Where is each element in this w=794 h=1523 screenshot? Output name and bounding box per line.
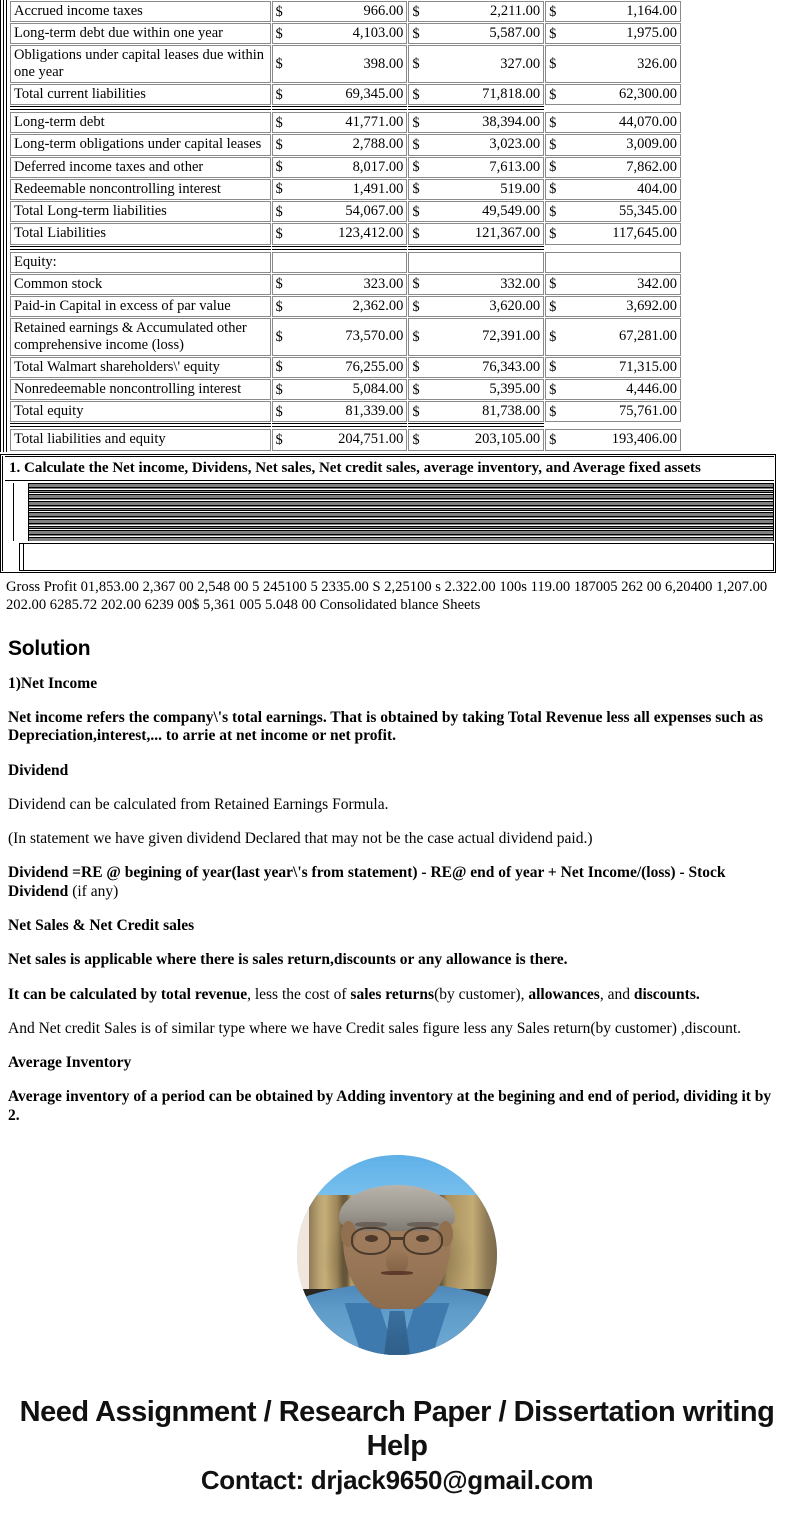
table-row <box>10 401 681 422</box>
row-value-2 <box>408 252 544 273</box>
text-run: (In statement we have given dividend Declared that may not be the case actual dividend paid.) <box>8 830 593 848</box>
raw-figures-run <box>0 573 794 615</box>
row-value-2: $ 71,818.00 <box>408 84 544 105</box>
text-run: allowances <box>528 985 600 1003</box>
raw-figures-line-1: Gross Profit 01,853.00 2,367 00 2,548 00 5 245100 5 2335.00 S 2,25100 s 2.322.00 100s 119.00 187005 262 00 6,20400 <box>6 579 713 596</box>
row-value-1 <box>272 252 408 273</box>
row-label: Redeemable noncontrolling interest <box>10 179 271 200</box>
separator-cell <box>545 423 681 428</box>
currency-symbol: $ <box>412 136 420 153</box>
table-row <box>10 179 681 200</box>
row-value-3: $ 7,862.00 <box>545 157 681 178</box>
row-value-3: $ 326.00 <box>545 45 681 82</box>
paragraph <box>8 986 778 1004</box>
row-value-2: $ 38,394.00 <box>408 112 544 133</box>
row-value-2: $ 519.00 <box>408 179 544 200</box>
row-value-1: $ 204,751.00 <box>272 429 408 450</box>
text-run: Net sales is applicable where there is sales return,discounts or any allowance is there. <box>8 951 568 969</box>
row-value-3 <box>545 252 681 273</box>
currency-symbol: $ <box>275 25 283 42</box>
separator-cell <box>408 246 544 251</box>
row-label: Total equity <box>10 401 271 422</box>
row-value-2: $ 3,620.00 <box>408 296 544 317</box>
trailing-empty-row <box>19 543 774 571</box>
currency-symbol: $ <box>549 25 557 42</box>
row-value-1: $ 2,362.00 <box>272 296 408 317</box>
currency-symbol: $ <box>549 298 557 315</box>
separator-cell <box>272 106 408 111</box>
currency-symbol: $ <box>275 181 283 198</box>
table-row <box>10 318 681 355</box>
row-value-1: $ 76,255.00 <box>272 357 408 378</box>
balance-sheet-body <box>10 1 681 451</box>
row-label: Long-term debt <box>10 112 271 133</box>
row-label: Deferred income taxes and other <box>10 157 271 178</box>
question-block <box>0 454 776 574</box>
row-value-1: $ 5,084.00 <box>272 379 408 400</box>
currency-symbol: $ <box>549 359 557 376</box>
separator-cell <box>10 423 271 428</box>
currency-symbol: $ <box>549 431 557 448</box>
paragraph <box>8 709 778 746</box>
separator-cell <box>545 246 681 251</box>
trailing-empty-row-inner <box>23 544 773 570</box>
table-row <box>10 84 681 105</box>
separator-cell <box>272 423 408 428</box>
currency-symbol: $ <box>549 114 557 131</box>
solution-body <box>0 637 794 1125</box>
row-label: Total liabilities and equity <box>10 429 271 450</box>
currency-symbol: $ <box>412 86 420 103</box>
section-heading-net-sales: Net Sales & Net Credit sales <box>8 917 195 935</box>
currency-symbol: $ <box>275 86 283 103</box>
currency-symbol: $ <box>549 159 557 176</box>
balance-sheet-frame-inner-2 <box>6 0 684 452</box>
row-value-2: $ 3,023.00 <box>408 134 544 155</box>
text-run: , less the cost of <box>247 985 351 1003</box>
row-value-1: $ 69,345.00 <box>272 84 408 105</box>
row-value-3: $ 342.00 <box>545 274 681 295</box>
table-row <box>10 274 681 295</box>
question-block-inner <box>2 456 774 572</box>
separator-cell <box>272 246 408 251</box>
paragraph <box>8 1020 778 1038</box>
row-value-1: $ 2,788.00 <box>272 134 408 155</box>
raw-figures-line-2: 1,207.00 202.00 6285.72 202.00 6239 00$ 5,361 005 5.048 00 Consolidated blance Sheets <box>6 579 768 613</box>
solution-sections <box>8 675 778 1125</box>
row-value-1: $ 54,067.00 <box>272 201 408 222</box>
currency-symbol: $ <box>412 298 420 315</box>
avatar-eyeglasses-right-lens <box>403 1227 443 1255</box>
row-label: Paid-in Capital in excess of par value <box>10 296 271 317</box>
currency-symbol: $ <box>412 56 420 73</box>
row-label: Nonredeemable noncontrolling interest <box>10 379 271 400</box>
row-label: Long-term obligations under capital leases <box>10 134 271 155</box>
row-value-2: $ 121,367.00 <box>408 223 544 244</box>
currency-symbol: $ <box>412 431 420 448</box>
row-value-1: $ 8,017.00 <box>272 157 408 178</box>
currency-symbol: $ <box>412 225 420 242</box>
separator-cell <box>545 106 681 111</box>
row-value-1: $ 398.00 <box>272 45 408 82</box>
table-row <box>10 252 681 273</box>
question-text: 1. Calculate the Net income, Dividens, Net sales, Net credit sales, average inventory, and Average fixed assets <box>5 456 774 482</box>
currency-symbol: $ <box>412 359 420 376</box>
row-value-2: $ 81,738.00 <box>408 401 544 422</box>
currency-symbol: $ <box>412 403 420 420</box>
row-value-2: $ 203,105.00 <box>408 429 544 450</box>
section-separator <box>10 423 681 428</box>
row-label: Total Long-term liabilities <box>10 201 271 222</box>
text-run: Dividend can be calculated from Retained Earnings Formula. <box>8 795 389 813</box>
currency-symbol: $ <box>275 3 283 20</box>
collapsed-empty-rows <box>28 483 774 541</box>
row-value-3: $ 62,300.00 <box>545 84 681 105</box>
currency-symbol: $ <box>412 114 420 131</box>
currency-symbol: $ <box>412 328 420 345</box>
table-row <box>10 379 681 400</box>
text-run: Net income refers the company\'s total earnings. That is obtained by taking Total Revenue less all expenses such as Depreciation,interest,... to arrie at net income or net profit. <box>8 709 764 745</box>
currency-symbol: $ <box>275 403 283 420</box>
row-value-1: $ 81,339.00 <box>272 401 408 422</box>
promo-footer-line-1: Need Assignment / Research Paper / Dissertation writing Help <box>19 1396 775 1462</box>
currency-symbol: $ <box>275 381 283 398</box>
section-separator <box>10 106 681 111</box>
row-value-3: $ 1,164.00 <box>545 1 681 22</box>
currency-symbol: $ <box>275 276 283 293</box>
row-label: Total Walmart shareholders\' equity <box>10 357 271 378</box>
text-run: (if any) <box>72 882 119 900</box>
row-value-2: $ 5,587.00 <box>408 23 544 44</box>
currency-symbol: $ <box>549 3 557 20</box>
table-row <box>10 134 681 155</box>
paragraph <box>8 830 778 848</box>
row-label: Accrued income taxes <box>10 1 271 22</box>
row-value-3: $ 117,645.00 <box>545 223 681 244</box>
avatar-block <box>0 1155 794 1360</box>
row-value-3: $ 3,692.00 <box>545 296 681 317</box>
row-value-1: $ 123,412.00 <box>272 223 408 244</box>
section-separator <box>10 246 681 251</box>
currency-symbol: $ <box>549 86 557 103</box>
avatar-eyeglasses-left-lens <box>351 1227 391 1255</box>
row-value-1: $ 41,771.00 <box>272 112 408 133</box>
row-value-1: $ 323.00 <box>272 274 408 295</box>
promo-footer-line-2: Contact: drjack9650@gmail.com <box>200 1465 594 1496</box>
currency-symbol: $ <box>275 359 283 376</box>
text-run: Average inventory of a period can be obtained by Adding inventory at the begining and end of period, dividing it by 2. <box>8 1088 772 1124</box>
table-row <box>10 23 681 44</box>
currency-symbol: $ <box>549 56 557 73</box>
row-value-2: $ 332.00 <box>408 274 544 295</box>
currency-symbol: $ <box>412 3 420 20</box>
table-row <box>10 157 681 178</box>
row-value-3: $ 55,345.00 <box>545 201 681 222</box>
row-label: Common stock <box>10 274 271 295</box>
currency-symbol: $ <box>275 114 283 131</box>
currency-symbol: $ <box>275 159 283 176</box>
text-run: It can be calculated by total revenue <box>8 985 248 1003</box>
row-value-1: $ 73,570.00 <box>272 318 408 355</box>
paragraph <box>8 1088 778 1125</box>
table-row <box>10 296 681 317</box>
avatar <box>297 1155 497 1355</box>
currency-symbol: $ <box>549 203 557 220</box>
section-heading-net-income: 1)Net Income <box>8 674 98 692</box>
paragraph <box>8 796 778 814</box>
row-value-3: $ 404.00 <box>545 179 681 200</box>
balance-sheet-table <box>9 0 682 452</box>
row-value-3: $ 193,406.00 <box>545 429 681 450</box>
currency-symbol: $ <box>275 328 283 345</box>
table-row <box>10 223 681 244</box>
text-run: Dividend =RE @ begining of year(last year\'s from statement) - RE@ end of year + Net Income/(loss) - Stock Dividend <box>8 864 726 900</box>
balance-sheet-frame-inner <box>3 0 684 452</box>
currency-symbol: $ <box>412 181 420 198</box>
row-value-3: $ 1,975.00 <box>545 23 681 44</box>
text-run: sales returns <box>350 985 435 1003</box>
currency-symbol: $ <box>275 225 283 242</box>
text-run: , and <box>599 985 634 1003</box>
row-value-2: $ 5,395.00 <box>408 379 544 400</box>
table-row <box>10 429 681 450</box>
section-heading-average-inventory: Average Inventory <box>8 1054 132 1072</box>
row-value-3: $ 4,446.00 <box>545 379 681 400</box>
row-label: Retained earnings & Accumulated other comprehensive income (loss) <box>10 318 271 355</box>
currency-symbol: $ <box>275 298 283 315</box>
table-row <box>10 45 681 82</box>
row-value-3: $ 67,281.00 <box>545 318 681 355</box>
text-run: discounts. <box>633 985 700 1003</box>
currency-symbol: $ <box>549 181 557 198</box>
row-label: Long-term debt due within one year <box>10 23 271 44</box>
table-row <box>10 1 681 22</box>
row-value-2: $ 2,211.00 <box>408 1 544 22</box>
currency-symbol: $ <box>275 136 283 153</box>
currency-symbol: $ <box>549 381 557 398</box>
row-value-3: $ 44,070.00 <box>545 112 681 133</box>
row-value-2: $ 76,343.00 <box>408 357 544 378</box>
currency-symbol: $ <box>549 136 557 153</box>
row-value-1: $ 1,491.00 <box>272 179 408 200</box>
row-value-3: $ 75,761.00 <box>545 401 681 422</box>
currency-symbol: $ <box>412 25 420 42</box>
row-value-2: $ 327.00 <box>408 45 544 82</box>
currency-symbol: $ <box>549 403 557 420</box>
row-label: Total current liabilities <box>10 84 271 105</box>
avatar-mouth <box>381 1271 413 1275</box>
row-value-3: $ 3,009.00 <box>545 134 681 155</box>
currency-symbol: $ <box>549 276 557 293</box>
separator-cell <box>10 106 271 111</box>
currency-symbol: $ <box>412 276 420 293</box>
currency-symbol: $ <box>412 381 420 398</box>
currency-symbol: $ <box>549 328 557 345</box>
separator-cell <box>408 106 544 111</box>
promo-footer <box>0 1396 794 1495</box>
avatar-eyeglasses-bridge <box>390 1237 404 1240</box>
row-value-2: $ 72,391.00 <box>408 318 544 355</box>
paragraph <box>8 951 778 969</box>
table-row <box>10 357 681 378</box>
text-run: And Net credit Sales is of similar type where we have Credit sales figure less any Sales return(by customer) ,discount. <box>8 1019 742 1037</box>
currency-symbol: $ <box>412 159 420 176</box>
table-row <box>10 201 681 222</box>
row-label: Obligations under capital leases due within one year <box>10 45 271 82</box>
currency-symbol: $ <box>275 56 283 73</box>
currency-symbol: $ <box>275 431 283 448</box>
row-value-2: $ 7,613.00 <box>408 157 544 178</box>
section-heading-dividend: Dividend <box>8 761 69 779</box>
currency-symbol: $ <box>412 203 420 220</box>
currency-symbol: $ <box>275 203 283 220</box>
paragraph <box>8 864 778 901</box>
text-run: (by customer), <box>434 985 529 1003</box>
solution-heading: Solution <box>8 636 91 660</box>
row-label: Equity: <box>10 252 271 273</box>
row-value-1: $ 966.00 <box>272 1 408 22</box>
table-row <box>10 112 681 133</box>
row-value-3: $ 71,315.00 <box>545 357 681 378</box>
row-value-1: $ 4,103.00 <box>272 23 408 44</box>
row-label: Total Liabilities <box>10 223 271 244</box>
separator-cell <box>408 423 544 428</box>
separator-cell <box>10 246 271 251</box>
row-value-2: $ 49,549.00 <box>408 201 544 222</box>
balance-sheet-frame <box>0 0 684 452</box>
collapsed-rows-gutter <box>13 483 774 541</box>
currency-symbol: $ <box>549 225 557 242</box>
